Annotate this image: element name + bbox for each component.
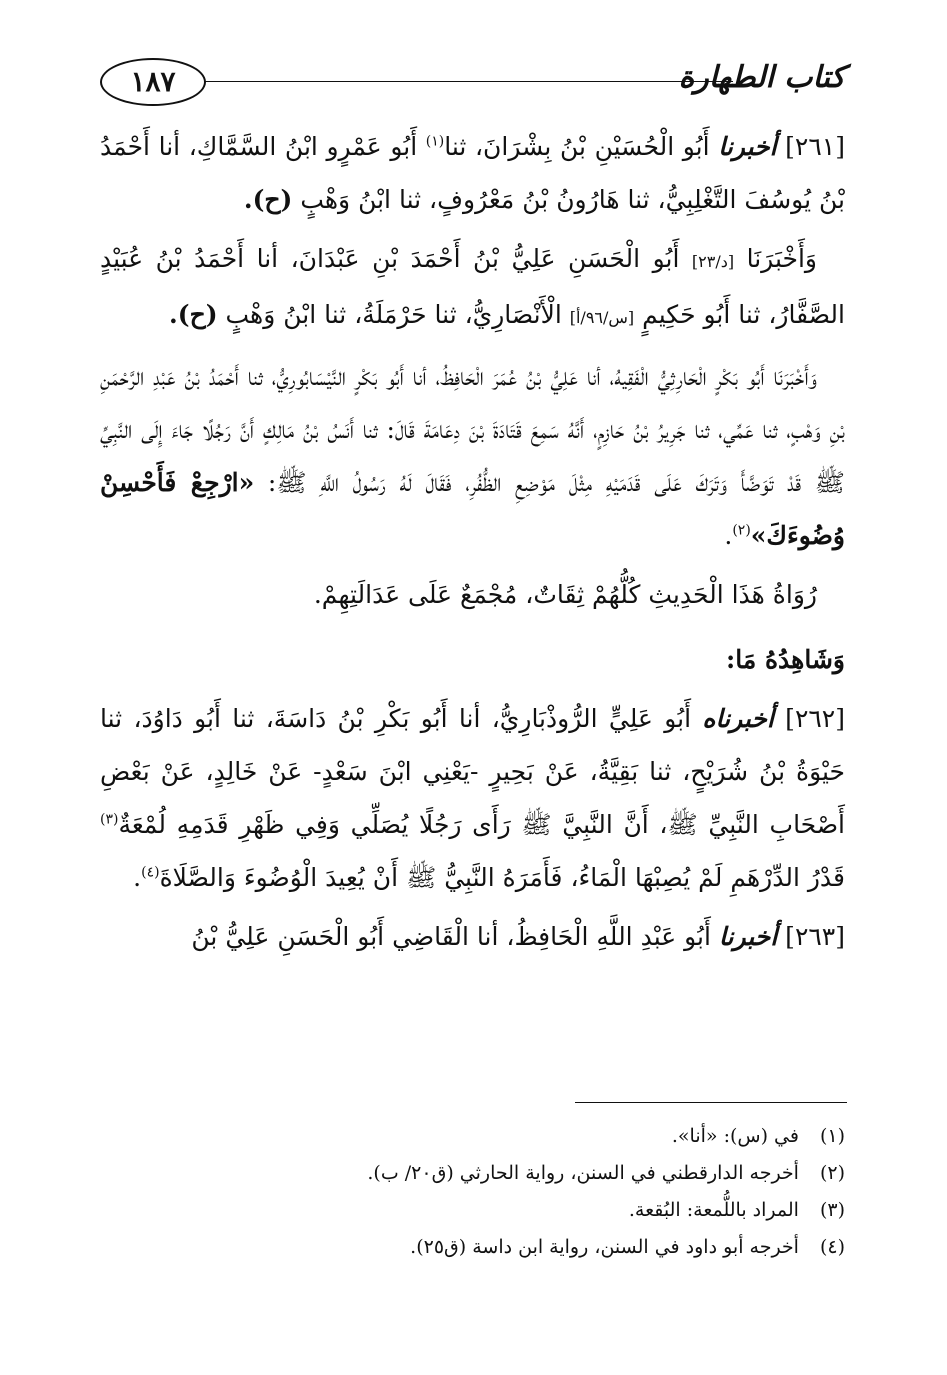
page-header bbox=[100, 54, 845, 110]
section-heading bbox=[100, 633, 845, 686]
lead-word: أخبرناه bbox=[702, 704, 774, 733]
shahid-heading: وَشَاهِدُهُ مَا: bbox=[726, 645, 845, 674]
grading-text: رُوَاةُ هَذَا الْحَدِيثِ كُلُّهُمْ ثِقَاتٌ، مُجْمَعٌ عَلَى عَدَالَتِهِمْ. bbox=[313, 580, 817, 609]
grading-paragraph bbox=[100, 568, 845, 621]
footnote-number: (٣) bbox=[819, 1199, 845, 1221]
hadith-number: [٢٦٢] bbox=[785, 704, 845, 733]
hadith-262 bbox=[100, 692, 845, 904]
chapter-title: كتاب الطهارة bbox=[678, 60, 845, 95]
footnote-item bbox=[100, 1192, 845, 1229]
hadith-261 bbox=[100, 120, 845, 226]
page-number: ١٨٧ bbox=[100, 58, 206, 106]
footnote-text: في (س): «أنا». bbox=[671, 1125, 799, 1147]
footnote-text: أخرجه أبو داود في السنن، رواية ابن داسة (ق٢٥). bbox=[410, 1236, 799, 1258]
manuscript-ref: [س/٩٦/أ] bbox=[569, 308, 635, 327]
main-text bbox=[100, 120, 845, 969]
footnote-marker: (١) bbox=[425, 133, 445, 150]
footnote-item bbox=[100, 1155, 845, 1192]
footnote-item bbox=[100, 1118, 845, 1155]
footnote-marker: (٤) bbox=[141, 864, 160, 881]
isnad-text: الْأَنْصَارِيُّ، ثنا حَرْمَلَةُ، ثنا ابْنُ وَهْبٍ bbox=[225, 300, 562, 329]
footnote-marker: (٢) bbox=[732, 522, 751, 539]
header-rule bbox=[204, 81, 733, 82]
prophetic-quote: «ارْجِعْ فَأَحْسِنْ وُضُوءَكَ» bbox=[100, 468, 845, 550]
hadith-text: قَدْرُ الدِّرْهَمِ لَمْ يُصِبْهَا الْمَاءُ، فَأَمَرَهُ النَّبِيُّ ﷺ أَنْ يُعِيدَ الْوُضُوءَ وَالصَّلَاةَ bbox=[159, 863, 845, 892]
isnad-text: أَبُو عَبْدِ اللَّهِ الْحَافِظُ، أنا الْقَاضِي أَبُو الْحَسَنِ عَلِيُّ بْنُ bbox=[191, 922, 711, 951]
footnote-text: المراد باللُّمعة: البُقعة. bbox=[628, 1199, 799, 1221]
punctuation: . bbox=[724, 521, 733, 550]
hadith-263 bbox=[100, 910, 845, 963]
isnad-text: أَبُو الْحَسَنِ عَلِيُّ بْنُ أَحْمَدَ بْنِ عَبْدَانَ، أنا أَحْمَدُ بْنُ عُبَيْدٍ الصَّفَّارُ، ثنا أَبُو حَكِيمٍ bbox=[100, 244, 845, 329]
hadith-number: [٢٦١] bbox=[785, 132, 845, 161]
tahwil-symbol: (ح). bbox=[243, 185, 293, 214]
footnote-number: (٤) bbox=[819, 1236, 845, 1258]
isnad-paragraph bbox=[100, 350, 845, 562]
footnote-marker: (٣) bbox=[100, 811, 119, 828]
hadith-number: [٢٦٣] bbox=[785, 922, 845, 951]
footnote-text: أخرجه الدارقطني في السنن، رواية الحارثي (ق٢٠/ ب). bbox=[367, 1162, 799, 1184]
footnote-number: (١) bbox=[819, 1125, 845, 1147]
footnote-separator bbox=[575, 1102, 847, 1103]
lead-word: أخبرنا bbox=[718, 922, 778, 951]
footnote-item bbox=[100, 1229, 845, 1266]
isnad-text: وَأَخْبَرَنَا bbox=[746, 244, 817, 273]
footnote-number: (٢) bbox=[819, 1162, 845, 1184]
hadith-text: وَأَخْبَرَنَا أَبُو بَكْرٍ الْحَارِثِيُّ الْفَقِيهُ، أنا عَلِيُّ بْنُ عُمَرَ الْحَافِظُ، أنا أَبُو بَكْرٍ النَّيْسَابُورِيُّ، ثنا أَحْمَدُ بْنُ عَبْدِ الرَّحْمَنِ بْنِ وَهْبٍ، ثنا عَمِّي، ثنا جَرِيرُ بْنُ حَازِمٍ، أَنَّهُ سَمِعَ قَتَادَةَ بْنَ دِعَامَةَ قَالَ: ثنا أَنَسُ بْنُ مَالِكٍ أَنَّ رَجُلًا جَاءَ إِلَى النَّبِيِّ ﷺ قَدْ تَوَضَّأَ وَتَرَكَ عَلَى قَدَمَيْهِ مِثْلَ مَوْضِعِ الظُّفُرِ، فَقَالَ لَهُ رَسُولُ اللَّهِ ﷺ: bbox=[100, 362, 846, 497]
punctuation: . bbox=[133, 863, 142, 892]
manuscript-ref: [د/٢٣] bbox=[691, 252, 735, 271]
tahwil-symbol: (ح). bbox=[169, 300, 218, 329]
isnad-text: أَبُو عَمْرٍو ابْنُ السَّمَّاكِ، أنا أَحْمَدُ بْنُ يُوسُفَ التَّغْلِبِيُّ، ثنا هَارُونُ بْنُ مَعْرُوفٍ، ثنا ابْنُ وَهْبٍ bbox=[100, 132, 845, 214]
lead-word: أخبرنا bbox=[718, 132, 777, 161]
hadith-text: أَبُو عَلِيٍّ الرُّوذْبَارِيُّ، أنا أَبُو بَكْرِ بْنُ دَاسَةَ، ثنا أَبُو دَاوُدَ، ثنا حَيْوَةُ بْنُ شُرَيْحٍ، ثنا بَقِيَّةُ، عَنْ بَحِيرٍ -يَعْنِي ابْنَ سَعْدٍ- عَنْ خَالِدٍ، عَنْ بَعْضِ أَصْحَابِ النَّبِيِّ ﷺ، أَنَّ النَّبِيَّ ﷺ رَأَى رَجُلًا يُصَلِّي وَفِي ظَهْرِ قَدَمِهِ لُمْعَةٌ bbox=[100, 704, 845, 839]
isnad-text: أَبُو الْحُسَيْنِ بْنُ بِشْرَانَ، ثنا bbox=[444, 132, 710, 161]
isnad-paragraph bbox=[100, 232, 845, 344]
footnotes bbox=[100, 1118, 845, 1266]
